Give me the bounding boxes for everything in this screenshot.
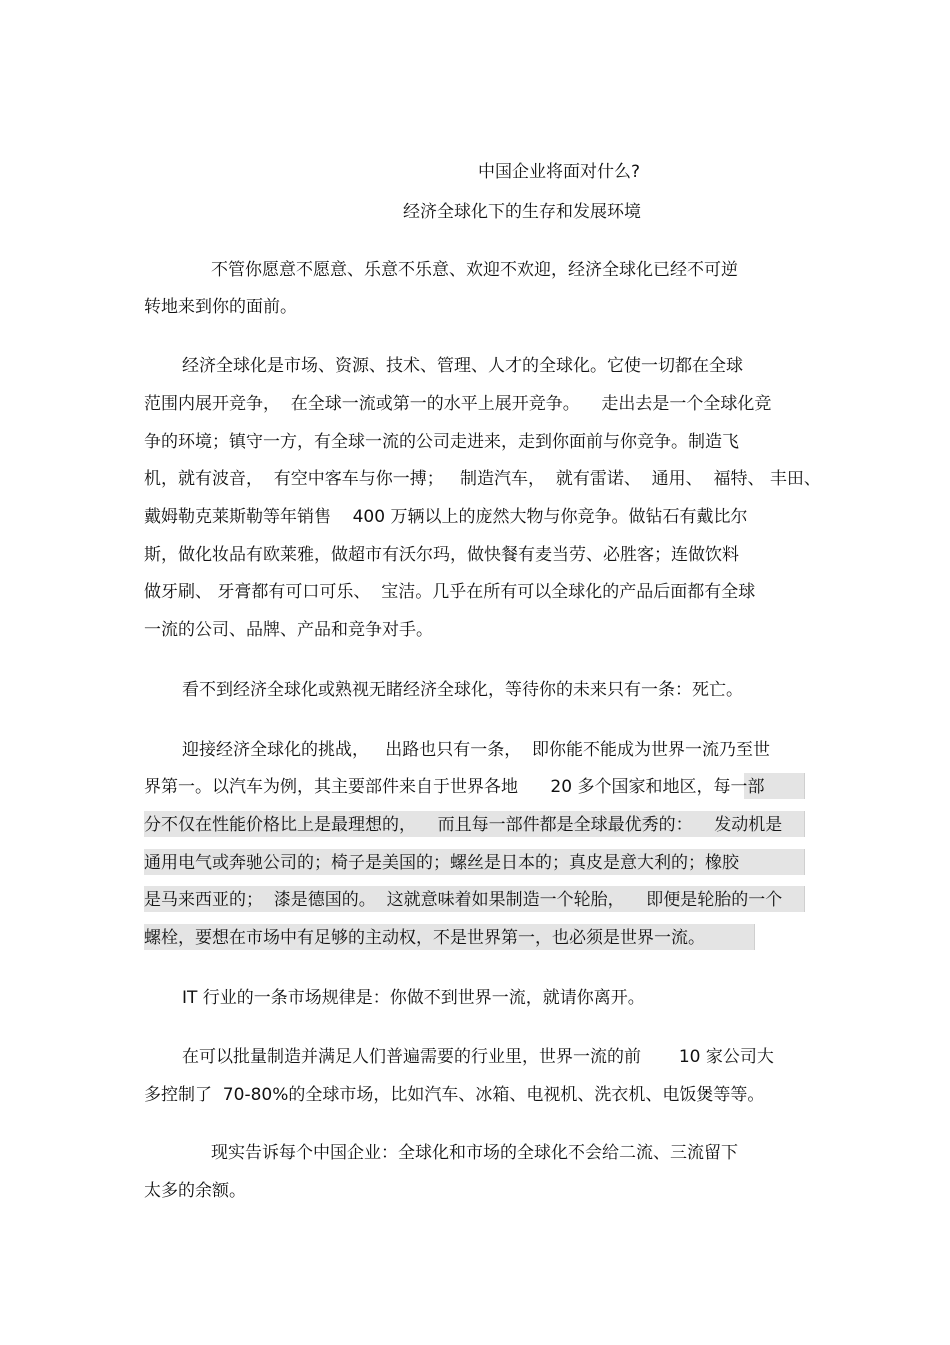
paragraph-6-line-2: 多控制了 70-80%的全球市场，比如汽车、冰箱、电视机、洗衣机、电饭煲等等。 xyxy=(144,1085,765,1105)
paragraph-4-line-1: 迎接经济全球化的挑战， 出路也只有一条， 即你能不能成为世界一流乃至世 xyxy=(182,740,771,760)
paragraph-6-line-1: 在可以批量制造并满足人们普遍需要的行业里，世界一流的前 10 家公司大 xyxy=(182,1047,774,1067)
paragraph-2-line-2: 范围内展开竞争， 在全球一流或第一的水平上展开竞争。 走出去是一个全球化竞 xyxy=(144,394,772,414)
paragraph-4-line-3: 分不仅在性能价格比上是最理想的， 而且每一部件都是全球最优秀的： 发动机是 xyxy=(144,815,783,835)
paragraph-2-line-6: 斯，做化妆品有欧莱雅，做超市有沃尔玛，做快餐有麦当劳、必胜客；连做饮料 xyxy=(144,545,739,565)
paragraph-2-line-5: 戴姆勒克莱斯勒等年销售 400 万辆以上的庞然大物与你竞争。做钻石有戴比尔 xyxy=(144,507,748,527)
paragraph-2-line-1: 经济全球化是市场、资源、技术、管理、人才的全球化。它使一切都在全球 xyxy=(182,356,743,376)
paragraph-2-line-7: 做牙刷、 牙膏都有可口可乐、 宝洁。几乎在所有可以全球化的产品后面都有全球 xyxy=(144,582,756,602)
document-subtitle: 经济全球化下的生存和发展环境 xyxy=(403,202,641,222)
paragraph-2-line-8: 一流的公司、品牌、产品和竞争对手。 xyxy=(144,620,433,640)
paragraph-4-line-6: 螺栓，要想在市场中有足够的主动权，不是世界第一，也必须是世界一流。 xyxy=(144,928,705,948)
paragraph-1-line-2: 转地来到你的面前。 xyxy=(144,297,297,317)
paragraph-2-line-4: 机，就有波音， 有空中客车与你一搏； 制造汽车， 就有雷诺、 通用、 福特、 丰田、 xyxy=(144,469,821,489)
paragraph-5-line-1: IT 行业的一条市场规律是：你做不到世界一流，就请你离开。 xyxy=(182,988,645,1008)
paragraph-1-line-1: 不管你愿意不愿意、乐意不乐意、欢迎不欢迎，经济全球化已经不可逆 xyxy=(211,260,738,280)
document-title: 中国企业将面对什么? xyxy=(478,162,641,182)
paragraph-4-line-4: 通用电气或奔驰公司的；椅子是美国的；螺丝是日本的；真皮是意大利的；橡胶 xyxy=(144,853,739,873)
paragraph-3-line-1: 看不到经济全球化或熟视无睹经济全球化，等待你的未来只有一条：死亡。 xyxy=(182,680,743,700)
paragraph-4-line-2: 界第一。以汽车为例，其主要部件来自于世界各地 20 多个国家和地区，每一部 xyxy=(144,777,765,797)
paragraph-2-line-3: 争的环境；镇守一方，有全球一流的公司走进来，走到你面前与你竞争。制造飞 xyxy=(144,432,739,452)
paragraph-7-line-2: 太多的余额。 xyxy=(144,1181,246,1201)
paragraph-7-line-1: 现实告诉每个中国企业：全球化和市场的全球化不会给二流、三流留下 xyxy=(211,1143,738,1163)
paragraph-4-line-5: 是马来西亚的； 漆是德国的。 这就意味着如果制造一个轮胎， 即便是轮胎的一个 xyxy=(144,890,783,910)
